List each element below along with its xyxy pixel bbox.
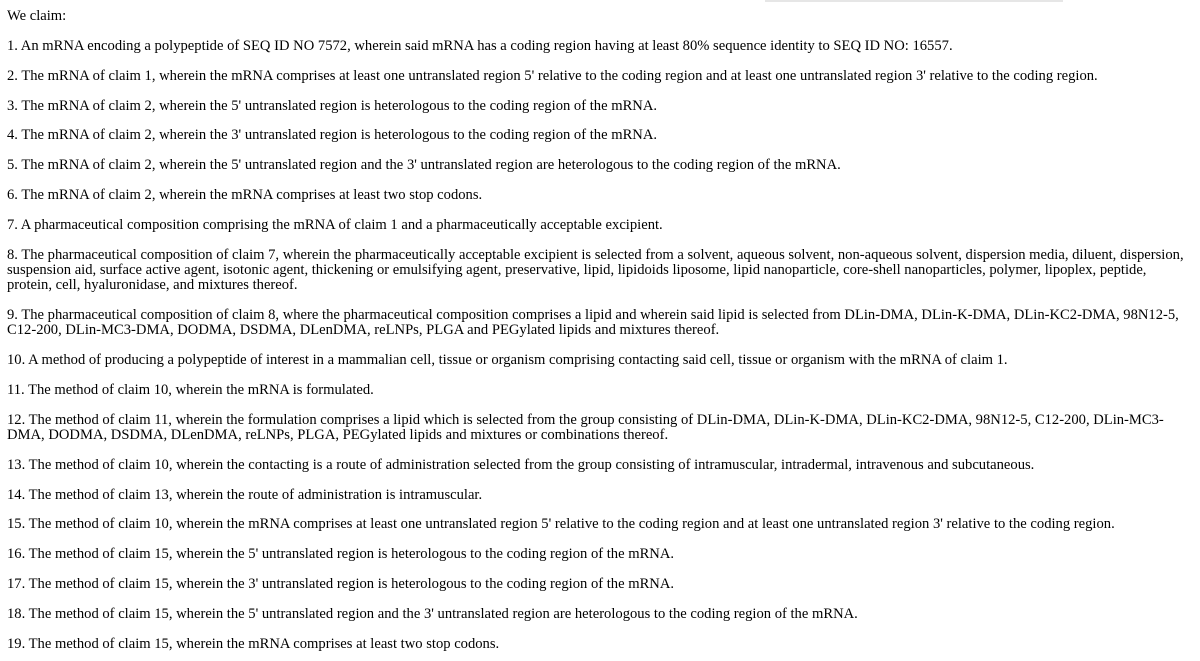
claim-11: 11. The method of claim 10, wherein the mRNA is formulated. [7, 381, 374, 398]
claim-9: 9. The pharmaceutical composition of claim 8, where the pharmaceutical composition comprises a lipid and wherein said lipid is selected from DLin-DMA, DLin-K-DMA, DLin-KC2-DMA, 98N12-5, C12-200, DLin-MC3-DMA, DODMA, DSDMA, DLenDMA, reLNPs, PLGA and PEGylated lipids and mixtures thereof. [7, 306, 1179, 339]
claim-18: 18. The method of claim 15, wherein the 5' untranslated region and the 3' untranslated region are heterologous to the coding region of the mRNA. [7, 605, 858, 622]
claim-16: 16. The method of claim 15, wherein the 5' untranslated region is heterologous to the coding region of the mRNA. [7, 546, 675, 563]
claims-heading: We claim: [7, 8, 67, 24]
claim-4: 4. The mRNA of claim 2, wherein the 3' untranslated region is heterologous to the coding region of the mRNA. [7, 127, 658, 144]
claim-6: 6. The mRNA of claim 2, wherein the mRNA comprises at least two stop codons. [7, 186, 483, 203]
claim-19: 19. The method of claim 15, wherein the mRNA comprises at least two stop codons. [7, 635, 500, 652]
claim-8: 8. The pharmaceutical composition of claim 7, wherein the pharmaceutically acceptable excipient is selected from a solvent, aqueous solvent, non-aqueous solvent, dispersion media, diluent, dispersion, suspension aid, surface active agent, isotonic agent, thickening or emulsifying agent, preservative, lipid, lipidoids liposome, lipid nanoparticle, core-shell nanoparticles, polymer, lipoplex, peptide, protein, cell, hyaluronidase, and mixtures thereof. [7, 246, 1184, 294]
claim-12: 12. The method of claim 11, wherein the formulation comprises a lipid which is selected from the group consisting of DLin-DMA, DLin-K-DMA, DLin-KC2-DMA, 98N12-5, C12-200, DLin-MC3-DMA, DODMA, DSDMA, DLenDMA, reLNPs, PLGA, PEGylated lipids and mixtures or combinations thereof. [7, 411, 1164, 443]
claim-2: 2. The mRNA of claim 1, wherein the mRNA comprises at least one untranslated region 5' relative to the coding region and at least one untranslated region 3' relative to the coding region. [7, 67, 1098, 84]
claim-5: 5. The mRNA of claim 2, wherein the 5' untranslated region and the 3' untranslated region are heterologous to the coding region of the mRNA. [7, 157, 841, 174]
top-scroll-edge [765, 0, 1063, 2]
claim-13: 13. The method of claim 10, wherein the contacting is a route of administration selected from the group consisting of intramuscular, intradermal, intravenous and subcutaneous. [7, 456, 1035, 473]
claim-10: 10. A method of producing a polypeptide of interest in a mammalian cell, tissue or organism comprising contacting said cell, tissue or organism with the mRNA of claim 1. [7, 352, 1008, 369]
claim-7: 7. A pharmaceutical composition comprising the mRNA of claim 1 and a pharmaceutically acceptable excipient. [7, 216, 663, 233]
claim-3: 3. The mRNA of claim 2, wherein the 5' untranslated region is heterologous to the coding region of the mRNA. [7, 97, 658, 114]
claim-15: 15. The method of claim 10, wherein the mRNA comprises at least one untranslated region 5' relative to the coding region and at least one untranslated region 3' relative to the coding region. [7, 516, 1115, 533]
claim-17: 17. The method of claim 15, wherein the 3' untranslated region is heterologous to the coding region of the mRNA. [7, 575, 675, 592]
claim-1: 1. An mRNA encoding a polypeptide of SEQ ID NO 7572, wherein said mRNA has a coding region having at least 80% sequence identity to SEQ ID NO: 16557. [7, 38, 953, 54]
claim-14: 14. The method of claim 13, wherein the route of administration is intramuscular. [7, 486, 483, 503]
